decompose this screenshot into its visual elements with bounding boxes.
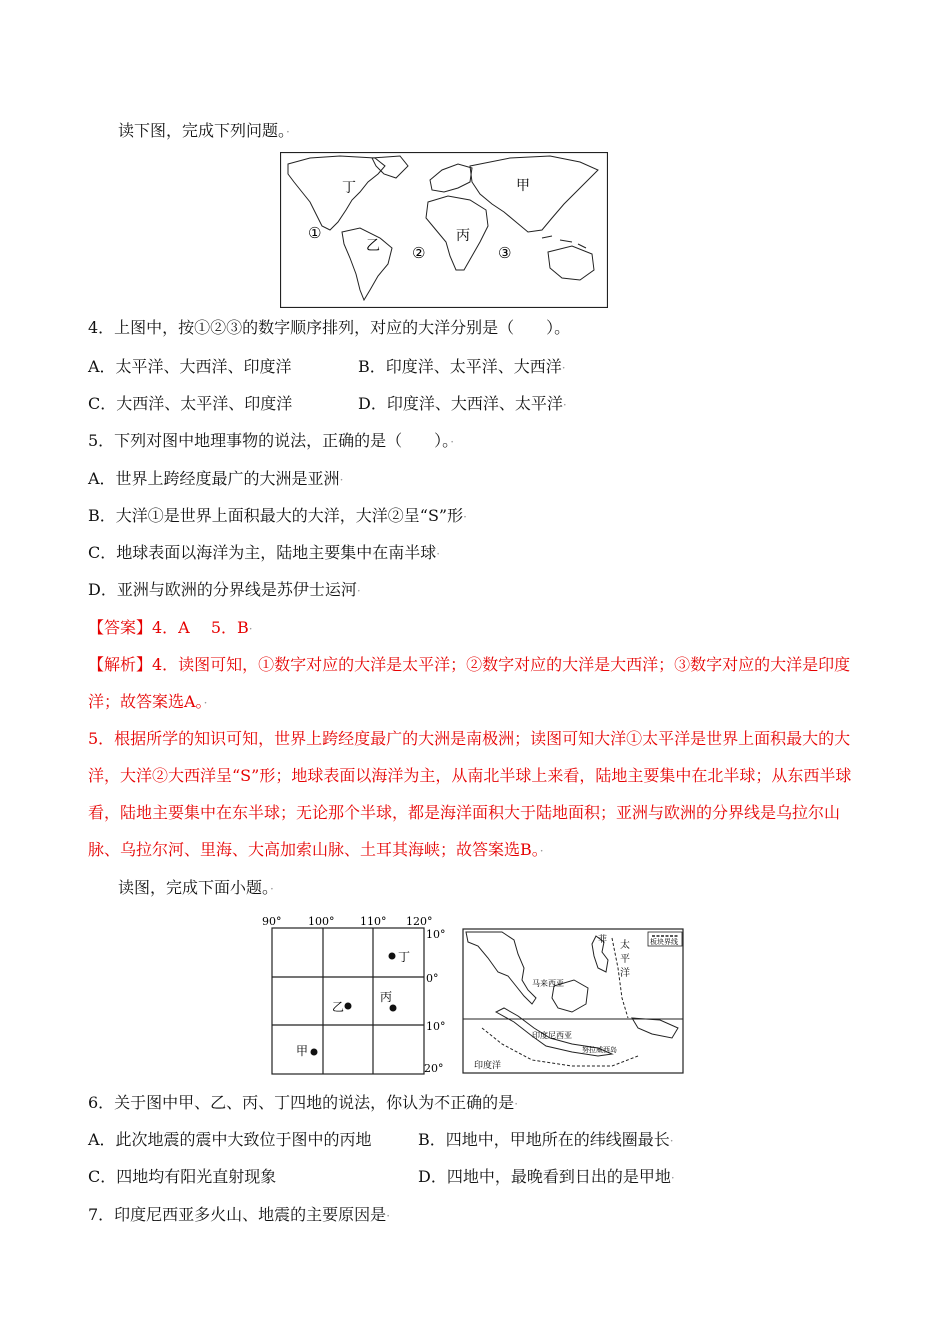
label-malaysia: 马来西亚 [532,979,564,988]
point-bing-label: 丙 [380,990,393,1004]
map-label-jia: 甲 [516,178,530,194]
q7-stem: 7．印度尼西亚多火山、地震的主要原因是· [88,1205,391,1224]
analysis-4: 【解析】4．读图可知，①数字对应的大洋是太平洋；②数字对应的大洋是大西洋；③数字对应的大洋是印度洋；故答案选A。· [88,655,851,711]
lat-10n: 10° [426,928,446,941]
legend-label: 板块界线 [650,938,678,946]
q4-stem: 4．上图中，按①②③的数字顺序排列，对应的大洋分别是（ ）。 [88,318,571,337]
q4-option-d: D．印度洋、大西洋、太平洋· [358,394,567,413]
grid-figure [258,912,454,1078]
intro-2: 读图，完成下面小题。· [118,878,274,897]
label-yang: 洋 [620,968,630,979]
q6-option-a: A．此次地震的震中大致位于图中的丙地 [88,1130,372,1149]
lat-20s: 20° [424,1062,444,1075]
lat-0: 0° [426,972,439,985]
label-indian-ocean: 印度洋 [474,1061,502,1071]
point-yi-label: 乙 [332,1000,345,1014]
answer-line: 【答案】4．A 5．B· [88,618,253,637]
q5-stem: 5．下列对图中地理事物的说法，正确的是（ ）。· [88,431,455,450]
intro-1: 读下图，完成下列问题。· [118,121,290,140]
point-bing-dot [390,1005,397,1012]
map-label-ocean-1: ① [308,224,322,242]
map-label-ocean-2: ② [412,244,426,262]
q5-option-a: A．世界上跨经度最广的大洲是亚洲· [88,469,344,488]
point-ding-label: 丁 [398,950,411,964]
point-yi-dot [345,1003,352,1010]
map-label-ocean-3: ③ [498,244,512,262]
q5-option-d: D．亚洲与欧洲的分界线是苏伊士运河· [88,580,361,599]
point-jia-label: 甲 [296,1044,309,1058]
map-label-yi: 乙 [366,238,380,254]
map-label-ding: 丁 [342,180,356,196]
sea-map-figure [462,928,692,1078]
q5-option-b: B．大洋①是世界上面积最大的大洋，大洋②呈“S”形· [88,506,467,525]
point-ding-dot [389,953,396,960]
lon-120: 120° [406,915,433,928]
q6-option-c: C．四地均有阳光直射现象 [88,1167,277,1186]
q4-option-b: B．印度洋、太平洋、大西洋· [358,357,566,376]
label-philippines: 菲 [598,935,608,945]
lon-90: 90° [262,915,282,928]
q5-option-c: C．地球表面以海洋为主，陆地主要集中在南半球· [88,543,441,562]
point-jia-dot [311,1049,318,1056]
q6-stem: 6．关于图中甲、乙、丙、丁四地的说法，你认为不正确的是· [88,1093,519,1112]
map-label-bing: 丙 [456,228,470,244]
world-map-figure [280,152,608,308]
lon-100: 100° [308,915,335,928]
lat-10s: 10° [426,1020,446,1033]
label-tai: 太 [620,940,630,951]
label-indonesia: 印度尼西亚 [532,1031,572,1040]
q4-option-a: A．太平洋、大西洋、印度洋 [88,357,292,376]
q6-option-d: D．四地中，最晚看到日出的是甲地· [418,1167,675,1186]
q4-option-c: C．大西洋、太平洋、印度洋 [88,394,293,413]
analysis-5: 5．根据所学的知识可知，世界上跨经度最广的大洲是南极洲；读图可知大洋①太平洋是世界上面积最大的大洋，大洋②大西洋呈“S”形；地球表面以海洋为主，从南北半球上来看，陆地主要集中在北半球；从东西半球看，陆地主要集中在东半球；无论那个半球，都是海洋面积大于陆地面积；亚洲与欧洲的分界线是乌拉尔山脉、乌拉尔河、里海、大高加索山脉、土耳其海峡；故答案选B。· [88,729,852,859]
label-islands: 努拉威西岛 [582,1046,617,1054]
label-ping: 平 [620,954,630,965]
q6-option-b: B．四地中，甲地所在的纬线圈最长· [418,1130,674,1149]
lon-110: 110° [360,915,387,928]
